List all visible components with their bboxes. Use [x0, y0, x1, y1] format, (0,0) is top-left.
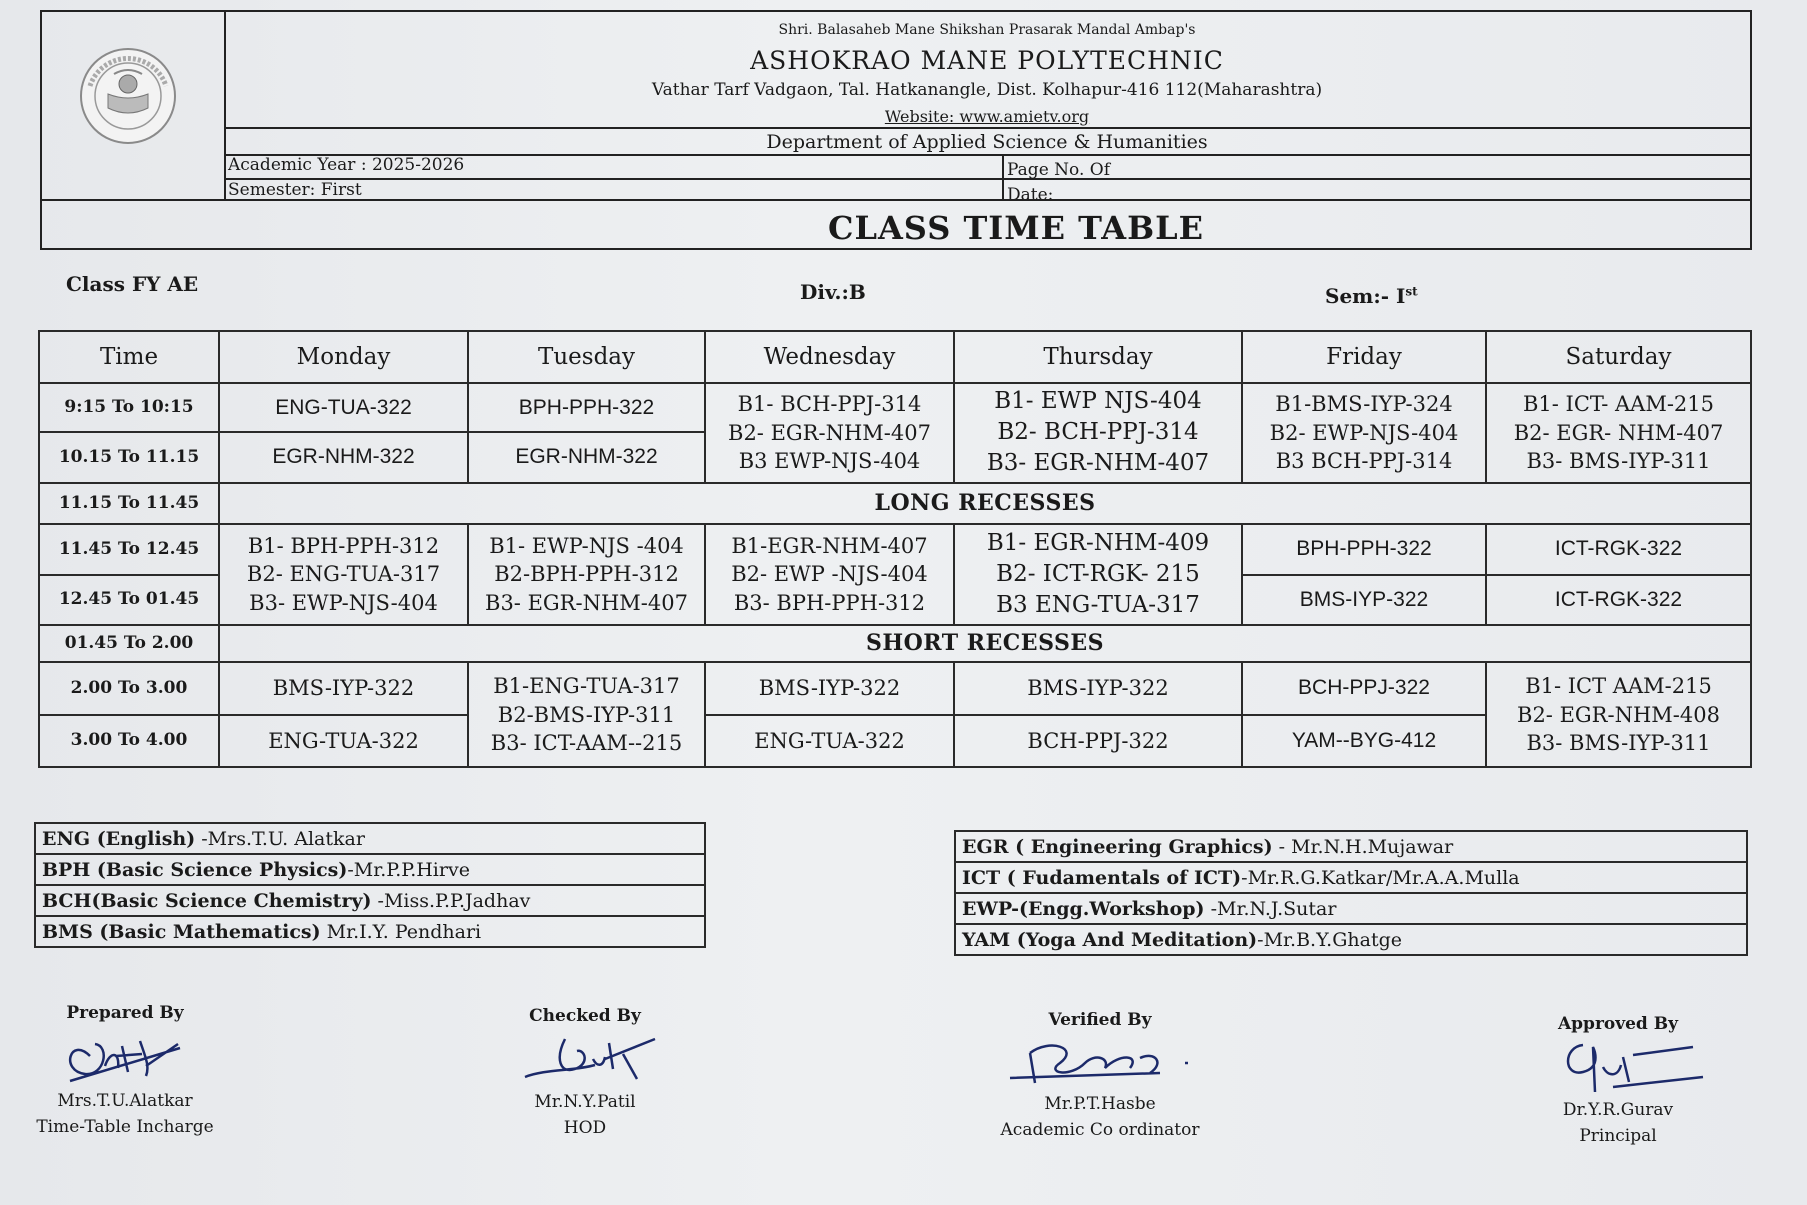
signatory-name: Dr.Y.R.Gurav [1562, 1100, 1674, 1120]
signatory-name: Mrs.T.U.Alatkar [57, 1091, 193, 1111]
lecture-cell: BMS-IYP-322 [1242, 575, 1486, 625]
batch-line: B2- ICT-RGK- 215 [996, 561, 1200, 588]
signature-role: Prepared By [66, 1003, 184, 1023]
handwritten-signature-icon [990, 1033, 1210, 1091]
batch-line: B2- EGR-NHM-407 [728, 420, 931, 445]
institute-name: ASHOKRAO MANE POLYTECHNIC [750, 46, 1224, 75]
lecture-cell: BPH-PPH-322 [468, 383, 705, 432]
batch-line: B1-ENG-TUA-317 [493, 674, 680, 699]
teacher-name: -Mr.R.G.Katkar/Mr.A.A.Mulla [1241, 866, 1520, 889]
subject-legend-left [34, 822, 706, 948]
handwritten-signature-icon [50, 1026, 200, 1088]
column-header: Friday [1242, 331, 1486, 383]
table-row [39, 662, 1751, 714]
time-slot: 9:15 To 10:15 [39, 383, 219, 432]
batch-line: B1- ICT- AAM-215 [1522, 392, 1714, 417]
header-rule [224, 127, 1750, 129]
time-slot: 11.45 To 12.45 [39, 524, 219, 574]
lecture-cell: ENG-TUA-322 [219, 383, 468, 432]
lecture-cell: BPH-PPH-322 [1242, 524, 1486, 574]
semester-superscript: st [1405, 284, 1418, 299]
legend-row [35, 854, 705, 885]
class-timetable [38, 330, 1752, 768]
batch-line: B1-EGR-NHM-407 [731, 534, 928, 559]
lecture-cell: ENG-TUA-322 [705, 715, 954, 767]
subject-name: EWP-(Engg.Workshop) [962, 897, 1205, 920]
handwritten-signature-icon [505, 1029, 665, 1089]
signature-role: Verified By [1048, 1010, 1152, 1030]
signatory-designation: Academic Co ordinator [1000, 1120, 1200, 1140]
long-recess: LONG RECESSES [219, 483, 1751, 525]
batch-line: B2-BPH-PPH-312 [494, 562, 679, 587]
table-header-row [39, 331, 1751, 383]
institute-address: Vathar Tarf Vadgaon, Tal. Hatkanangle, Dist. Kolhapur-416 112(Maharashtra) [651, 80, 1323, 100]
legend-row [35, 823, 705, 854]
batch-cell [705, 524, 954, 624]
institute-header [40, 10, 1752, 250]
subject-name: BCH(Basic Science Chemistry) [42, 889, 372, 912]
batch-line: B1- EGR-NHM-409 [986, 530, 1210, 557]
column-header: Monday [219, 331, 468, 383]
batch-cell [1486, 662, 1751, 767]
lecture-cell: ICT-RGK-322 [1486, 575, 1751, 625]
lecture-cell: EGR-NHM-322 [219, 432, 468, 482]
lecture-cell: BMS-IYP-322 [705, 662, 954, 714]
subject-legend-right [954, 830, 1748, 956]
teacher-name: - Mr.N.H.Mujawar [1272, 835, 1454, 858]
legend-entry [955, 831, 1747, 862]
column-header: Tuesday [468, 331, 705, 383]
subject-name: BMS (Basic Mathematics) [42, 920, 321, 943]
society-name: Shri. Balasaheb Mane Shikshan Prasarak Mandal Ambap's [778, 22, 1196, 38]
teacher-name: -Mr.B.Y.Ghatge [1257, 928, 1403, 951]
batch-cell [954, 383, 1242, 482]
department-name: Department of Applied Science & Humanities [766, 131, 1208, 153]
signature-role: Approved By [1557, 1014, 1678, 1034]
subject-name: ICT ( Fudamentals of ICT) [962, 866, 1242, 889]
signature-block-approved [1518, 1011, 1718, 1149]
logo-cell [42, 12, 226, 199]
legend-row [35, 885, 705, 916]
class-name: Class FY AE [66, 272, 199, 296]
teacher-name: -Mr.P.P.Hirve [347, 858, 470, 881]
time-slot: 10.15 To 11.15 [39, 432, 219, 482]
semester-info [1325, 284, 1418, 308]
legend-row [955, 924, 1747, 955]
time-slot: 01.45 To 2.00 [39, 625, 219, 663]
legend-row [955, 893, 1747, 924]
batch-line: B3 ENG-TUA-317 [996, 592, 1200, 619]
handwritten-signature-icon [1523, 1037, 1713, 1097]
column-header: Wednesday [705, 331, 954, 383]
teacher-name: -Mr.N.J.Sutar [1204, 897, 1337, 920]
academic-year: Academic Year : 2025-2026 [228, 155, 465, 175]
batch-line: B2- EWP -NJS-404 [731, 562, 928, 587]
batch-line: B1-BMS-IYP-324 [1275, 392, 1453, 417]
subject-name: YAM (Yoga And Meditation) [962, 928, 1258, 951]
legend-row [955, 831, 1747, 862]
batch-line: B1- ICT AAM-215 [1525, 674, 1712, 699]
teacher-name: -Miss.P.P.Jadhav [371, 889, 531, 912]
batch-line: B1- BPH-PPH-312 [247, 534, 440, 559]
batch-line: B3- BMS-IYP-311 [1526, 730, 1711, 755]
table-row [39, 625, 1751, 663]
batch-line: B2- EWP-NJS-404 [1269, 420, 1459, 445]
batch-line: B1- BCH-PPJ-314 [737, 392, 922, 417]
time-slot: 12.45 To 01.45 [39, 575, 219, 625]
batch-line: B2- BCH-PPJ-314 [997, 419, 1199, 446]
legend-row [955, 862, 1747, 893]
signatory-designation: Time-Table Incharge [36, 1117, 214, 1137]
batch-cell [1486, 383, 1751, 482]
header-divider [1002, 154, 1004, 199]
time-slot: 3.00 To 4.00 [39, 715, 219, 767]
signature-block-verified [985, 1007, 1215, 1143]
batch-line: B3- BMS-IYP-311 [1526, 449, 1711, 474]
legend-entry [955, 924, 1747, 955]
lecture-cell: BCH-PPJ-322 [954, 715, 1242, 767]
semester-text: Sem:- I [1325, 284, 1406, 308]
signature-block-prepared [20, 1000, 230, 1140]
header-rule [1002, 178, 1750, 180]
signature-role: Checked By [529, 1006, 641, 1026]
legend-row [35, 916, 705, 947]
batch-cell [468, 524, 705, 624]
batch-line: B2- ENG-TUA-317 [246, 562, 441, 587]
short-recess: SHORT RECESSES [219, 625, 1751, 663]
signatory-name: Mr.P.T.Hasbe [1044, 1094, 1156, 1114]
subject-name: ENG (English) [42, 827, 196, 850]
lecture-cell: ICT-RGK-322 [1486, 524, 1751, 574]
batch-line: B3 EWP-NJS-404 [738, 449, 921, 474]
batch-line: B3- EGR-NHM-407 [485, 590, 688, 615]
page-number: Page No. Of [1007, 160, 1111, 180]
batch-line: B3- EWP-NJS-404 [249, 590, 438, 615]
date-label: Date: [1007, 185, 1054, 205]
signatory-name: Mr.N.Y.Patil [534, 1092, 636, 1112]
batch-line: B2- EGR- NHM-407 [1513, 420, 1724, 445]
table-row [39, 524, 1751, 574]
table-row [39, 483, 1751, 525]
teacher-name: -Mrs.T.U. Alatkar [195, 827, 365, 850]
batch-cell [468, 662, 705, 767]
batch-cell [1242, 383, 1486, 482]
batch-line: B3 BCH-PPJ-314 [1275, 449, 1453, 474]
batch-cell [954, 524, 1242, 624]
signatory-designation: Principal [1579, 1126, 1657, 1146]
time-slot: 2.00 To 3.00 [39, 662, 219, 714]
batch-line: B1- EWP-NJS -404 [489, 534, 684, 559]
legend-entry [35, 885, 705, 916]
legend-entry [955, 893, 1747, 924]
institute-website: Website: www.amietv.org [884, 107, 1090, 126]
column-header: Time [39, 331, 219, 383]
lecture-cell: BMS-IYP-322 [219, 662, 468, 714]
title-row [42, 199, 1750, 252]
time-slot: 11.15 To 11.45 [39, 483, 219, 525]
lecture-cell: EGR-NHM-322 [468, 432, 705, 482]
division: Div.:B [800, 280, 866, 304]
legend-entry [35, 854, 705, 885]
document-title: CLASS TIME TABLE [827, 209, 1204, 247]
lecture-cell: BCH-PPJ-322 [1242, 662, 1486, 714]
batch-line: B1- EWP NJS-404 [994, 388, 1202, 415]
lecture-cell: YAM--BYG-412 [1242, 715, 1486, 767]
batch-cell [705, 383, 954, 482]
table-row [39, 383, 1751, 432]
subject-name: BPH (Basic Science Physics) [42, 858, 348, 881]
signature-block-checked [480, 1003, 690, 1141]
signatory-designation: HOD [563, 1118, 607, 1138]
lecture-cell: ENG-TUA-322 [219, 715, 468, 767]
batch-line: B3- BPH-PPH-312 [733, 590, 926, 615]
subject-name: EGR ( Engineering Graphics) [962, 835, 1273, 858]
semester-label: Semester: First [228, 180, 362, 200]
batch-cell [219, 524, 468, 624]
batch-line: B3- EGR-NHM-407 [986, 450, 1210, 477]
batch-line: B3- ICT-AAM--215 [490, 730, 683, 755]
column-header: Saturday [1486, 331, 1751, 383]
batch-line: B2- EGR-NHM-408 [1517, 702, 1720, 727]
legend-entry [955, 862, 1747, 893]
teacher-name: Mr.I.Y. Pendhari [320, 920, 482, 943]
column-header: Thursday [954, 331, 1242, 383]
lecture-cell: BMS-IYP-322 [954, 662, 1242, 714]
legend-entry [35, 916, 705, 947]
batch-line: B2-BMS-IYP-311 [497, 702, 676, 727]
college-seal-logo-icon [78, 46, 178, 146]
legend-entry [35, 823, 705, 854]
